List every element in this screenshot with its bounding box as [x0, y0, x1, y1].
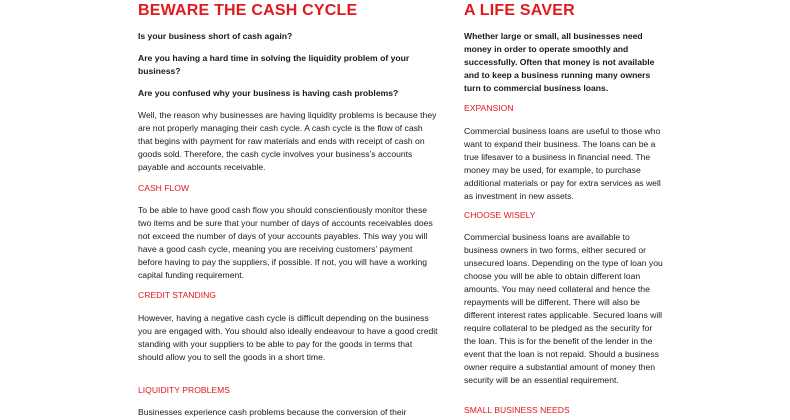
question-3: Are you confused why your business is having cash problems? [138, 88, 399, 98]
liquidity-paragraph: Businesses experience cash problems because the conversion of their [138, 407, 407, 417]
right-intro: Whether large or small, all businesses need money in order to operate smoothly and successfully. Often that money is not available and to keep a business running many owners turn to commercial business loans. [464, 31, 655, 93]
cash-flow-paragraph: To be able to have good cash flow you should conscientiously monitor these two items and be sure that your number of days of accounts receivables does not exceed the number of days of your accounts payables. This way you will have a good cash cycle, meaning you are receiving customers’ payment before having to pay the suppliers, if possible. If not, you will have a working capital funding requirement. [138, 205, 433, 280]
heading-small-business: SMALL BUSINESS NEEDS [464, 405, 570, 415]
expansion-paragraph: Commercial business loans are useful to those who want to expand their business. The loans can be a true lifesaver to a business in financial need. The money may be used, for example, to purchase additional materials or pay for extra services as well as investment in new assets. [464, 126, 661, 201]
right-title: A LIFE SAVER [464, 2, 575, 19]
intro-paragraph: Well, the reason why businesses are having liquidity problems is because they are not properly managing their cash cycle. A cash cycle is the flow of cash that begins with payment for raw materials and ends with receipt of cash on goods sold. Therefore, the cash cycle involves your business’s accounts payable and accounts receivable. [138, 110, 437, 172]
right-column [464, 0, 664, 415]
question-1: Is your business short of cash again? [138, 31, 293, 41]
heading-liquidity: LIQUIDITY PROBLEMS [138, 385, 231, 395]
question-2: Are you having a hard time in solving the liquidity problem of your business? [138, 53, 410, 76]
heading-credit-standing: CREDIT STANDING [138, 290, 216, 300]
heading-cash-flow: CASH FLOW [138, 183, 190, 193]
left-column [138, 0, 438, 417]
choose-paragraph: Commercial business loans are available to business owners in two forms, either secured or unsecured loans. Depending on the type of loan you choose you will be able to obtain different loan amounts. You may need collateral and hence the repayments will be different. There will also be different interest rates applicable. Secured loans will require collateral to be pledged as the security for the loan. This is for the benefit of the lender in the event that the loan is not repaid. Should a business owner require a substantial amount of money then security will be an essential requirement. [464, 232, 663, 385]
credit-paragraph: However, having a negative cash cycle is difficult depending on the business you are engaged with. You should also ideally endeavour to have a good credit standing with your suppliers to be able to pay for the goods in terms that should allow you to sell the goods in a short time. [138, 313, 438, 362]
heading-expansion: EXPANSION [464, 103, 514, 113]
heading-choose-wisely: CHOOSE WISELY [464, 210, 536, 220]
left-title: BEWARE THE CASH CYCLE [138, 2, 358, 19]
